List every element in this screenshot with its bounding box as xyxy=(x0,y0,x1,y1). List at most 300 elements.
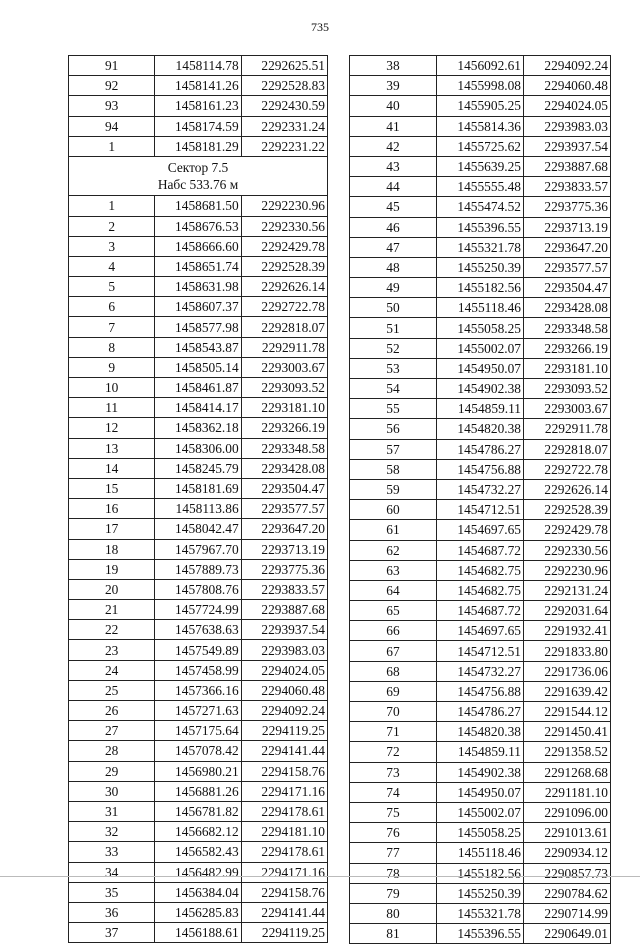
y-coordinate-cell: 2294024.05 xyxy=(241,660,327,680)
y-coordinate-cell: 2291096.00 xyxy=(524,802,611,822)
table-row xyxy=(350,459,611,479)
x-coordinate-cell: 1454697.65 xyxy=(437,621,524,641)
point-number-cell: 54 xyxy=(350,379,437,399)
x-coordinate-cell: 1455058.25 xyxy=(437,823,524,843)
table-row xyxy=(350,177,611,197)
table-row xyxy=(69,297,328,317)
x-coordinate-cell: 1458505.14 xyxy=(155,357,241,377)
y-coordinate-cell: 2293577.57 xyxy=(524,257,611,277)
y-coordinate-cell: 2293775.36 xyxy=(241,559,327,579)
x-coordinate-cell: 1457808.76 xyxy=(155,579,241,599)
table-row xyxy=(350,883,611,903)
y-coordinate-cell: 2292331.24 xyxy=(241,116,327,136)
x-coordinate-cell: 1458681.50 xyxy=(155,196,241,216)
point-number-cell: 63 xyxy=(350,560,437,580)
point-number-cell: 65 xyxy=(350,601,437,621)
table-row xyxy=(350,156,611,176)
point-number-cell: 80 xyxy=(350,903,437,923)
y-coordinate-cell: 2293003.67 xyxy=(241,357,327,377)
table-row xyxy=(69,620,328,640)
point-number-cell: 48 xyxy=(350,257,437,277)
point-number-cell: 62 xyxy=(350,540,437,560)
y-coordinate-cell: 2292818.07 xyxy=(524,439,611,459)
x-coordinate-cell: 1456881.26 xyxy=(155,781,241,801)
y-coordinate-cell: 2293713.19 xyxy=(241,539,327,559)
point-number-cell: 34 xyxy=(69,862,155,882)
x-coordinate-cell: 1454859.11 xyxy=(437,742,524,762)
x-coordinate-cell: 1456188.61 xyxy=(155,923,241,943)
x-coordinate-cell: 1455998.08 xyxy=(437,76,524,96)
point-number-cell: 45 xyxy=(350,197,437,217)
x-coordinate-cell: 1457724.99 xyxy=(155,600,241,620)
y-coordinate-cell: 2293504.47 xyxy=(524,278,611,298)
x-coordinate-cell: 1455321.78 xyxy=(437,903,524,923)
y-coordinate-cell: 2294178.61 xyxy=(241,842,327,862)
point-number-cell: 23 xyxy=(69,640,155,660)
point-number-cell: 71 xyxy=(350,722,437,742)
x-coordinate-cell: 1455182.56 xyxy=(437,278,524,298)
y-coordinate-cell: 2293003.67 xyxy=(524,399,611,419)
point-number-cell: 58 xyxy=(350,459,437,479)
point-number-cell: 7 xyxy=(69,317,155,337)
y-coordinate-cell: 2294171.16 xyxy=(241,781,327,801)
x-coordinate-cell: 1454902.38 xyxy=(437,379,524,399)
point-number-cell: 39 xyxy=(350,76,437,96)
point-number-cell: 3 xyxy=(69,236,155,256)
x-coordinate-cell: 1457458.99 xyxy=(155,660,241,680)
point-number-cell: 24 xyxy=(69,660,155,680)
x-coordinate-cell: 1456092.61 xyxy=(437,56,524,76)
table-row xyxy=(350,601,611,621)
x-coordinate-cell: 1456582.43 xyxy=(155,842,241,862)
y-coordinate-cell: 2292430.59 xyxy=(241,96,327,116)
y-coordinate-cell: 2292429.78 xyxy=(241,236,327,256)
table-row xyxy=(69,96,328,116)
x-coordinate-cell: 1456980.21 xyxy=(155,761,241,781)
point-number-cell: 46 xyxy=(350,217,437,237)
table-row xyxy=(69,398,328,418)
point-number-cell: 78 xyxy=(350,863,437,883)
y-coordinate-cell: 2293348.58 xyxy=(524,318,611,338)
x-coordinate-cell: 1457889.73 xyxy=(155,559,241,579)
x-coordinate-cell: 1458114.78 xyxy=(155,56,241,76)
table-row xyxy=(350,520,611,540)
x-coordinate-cell: 1454950.07 xyxy=(437,782,524,802)
table-row xyxy=(350,217,611,237)
point-number-cell: 12 xyxy=(69,418,155,438)
x-coordinate-cell: 1456482.99 xyxy=(155,862,241,882)
table-row xyxy=(350,843,611,863)
table-row xyxy=(350,197,611,217)
point-number-cell: 31 xyxy=(69,801,155,821)
x-coordinate-cell: 1454687.72 xyxy=(437,601,524,621)
point-number-cell: 61 xyxy=(350,520,437,540)
point-number-cell: 1 xyxy=(69,136,155,156)
y-coordinate-cell: 2293266.19 xyxy=(241,418,327,438)
section-subtitle: Набс 533.76 м xyxy=(157,177,239,193)
table-row xyxy=(350,722,611,742)
x-coordinate-cell: 1454786.27 xyxy=(437,702,524,722)
x-coordinate-cell: 1454712.51 xyxy=(437,500,524,520)
point-number-cell: 79 xyxy=(350,883,437,903)
table-row xyxy=(69,478,328,498)
x-coordinate-cell: 1457549.89 xyxy=(155,640,241,660)
x-coordinate-cell: 1458042.47 xyxy=(155,519,241,539)
table-row xyxy=(69,862,328,882)
x-coordinate-cell: 1458651.74 xyxy=(155,256,241,276)
x-coordinate-cell: 1458174.59 xyxy=(155,116,241,136)
x-coordinate-cell: 1455474.52 xyxy=(437,197,524,217)
x-coordinate-cell: 1454786.27 xyxy=(437,439,524,459)
table-row xyxy=(69,317,328,337)
table-row xyxy=(69,680,328,700)
point-number-cell: 76 xyxy=(350,823,437,843)
point-number-cell: 92 xyxy=(69,76,155,96)
table-row xyxy=(350,661,611,681)
y-coordinate-cell: 2292818.07 xyxy=(241,317,327,337)
x-coordinate-cell: 1458676.53 xyxy=(155,216,241,236)
point-number-cell: 32 xyxy=(69,822,155,842)
table-row xyxy=(69,56,328,76)
x-coordinate-cell: 1455118.46 xyxy=(437,843,524,863)
x-coordinate-cell: 1458245.79 xyxy=(155,458,241,478)
y-coordinate-cell: 2292528.39 xyxy=(241,256,327,276)
point-number-cell: 17 xyxy=(69,519,155,539)
x-coordinate-cell: 1454732.27 xyxy=(437,479,524,499)
x-coordinate-cell: 1457967.70 xyxy=(155,539,241,559)
point-number-cell: 20 xyxy=(69,579,155,599)
x-coordinate-cell: 1454820.38 xyxy=(437,722,524,742)
table-row xyxy=(69,499,328,519)
table-row xyxy=(350,924,611,944)
y-coordinate-cell: 2290784.62 xyxy=(524,883,611,903)
x-coordinate-cell: 1454682.75 xyxy=(437,560,524,580)
x-coordinate-cell: 1454902.38 xyxy=(437,762,524,782)
table-row xyxy=(69,519,328,539)
section-title: Сектор 7.5 xyxy=(167,160,229,176)
y-coordinate-cell: 2293428.08 xyxy=(241,458,327,478)
table-row xyxy=(69,337,328,357)
x-coordinate-cell: 1454950.07 xyxy=(437,358,524,378)
y-coordinate-cell: 2294092.24 xyxy=(524,56,611,76)
point-number-cell: 59 xyxy=(350,479,437,499)
x-coordinate-cell: 1458543.87 xyxy=(155,337,241,357)
table-row xyxy=(69,256,328,276)
point-number-cell: 56 xyxy=(350,419,437,439)
y-coordinate-cell: 2292626.14 xyxy=(241,277,327,297)
y-coordinate-cell: 2294092.24 xyxy=(241,701,327,721)
point-number-cell: 11 xyxy=(69,398,155,418)
x-coordinate-cell: 1456682.12 xyxy=(155,822,241,842)
y-coordinate-cell: 2291450.41 xyxy=(524,722,611,742)
table-row xyxy=(69,559,328,579)
point-number-cell: 49 xyxy=(350,278,437,298)
point-number-cell: 5 xyxy=(69,277,155,297)
table-row xyxy=(69,741,328,761)
y-coordinate-cell: 2292429.78 xyxy=(524,520,611,540)
table-row xyxy=(69,579,328,599)
point-number-cell: 14 xyxy=(69,458,155,478)
table-row xyxy=(350,580,611,600)
table-row xyxy=(350,56,611,76)
x-coordinate-cell: 1455905.25 xyxy=(437,96,524,116)
point-number-cell: 4 xyxy=(69,256,155,276)
table-row xyxy=(69,236,328,256)
point-number-cell: 15 xyxy=(69,478,155,498)
point-number-cell: 52 xyxy=(350,338,437,358)
y-coordinate-cell: 2292230.96 xyxy=(241,196,327,216)
x-coordinate-cell: 1454820.38 xyxy=(437,419,524,439)
table-row xyxy=(350,136,611,156)
table-row xyxy=(69,277,328,297)
x-coordinate-cell: 1458577.98 xyxy=(155,317,241,337)
x-coordinate-cell: 1457638.63 xyxy=(155,620,241,640)
table-row xyxy=(350,358,611,378)
point-number-cell: 70 xyxy=(350,702,437,722)
table-row xyxy=(350,863,611,883)
table-row xyxy=(69,196,328,216)
table-row xyxy=(350,742,611,762)
point-number-cell: 55 xyxy=(350,399,437,419)
y-coordinate-cell: 2292528.39 xyxy=(524,500,611,520)
y-coordinate-cell: 2293181.10 xyxy=(524,358,611,378)
table-row xyxy=(350,116,611,136)
table-row xyxy=(69,842,328,862)
x-coordinate-cell: 1455250.39 xyxy=(437,883,524,903)
x-coordinate-cell: 1458631.98 xyxy=(155,277,241,297)
point-number-cell: 6 xyxy=(69,297,155,317)
coordinates-table-right xyxy=(349,55,611,944)
point-number-cell: 16 xyxy=(69,499,155,519)
point-number-cell: 42 xyxy=(350,136,437,156)
y-coordinate-cell: 2293833.57 xyxy=(524,177,611,197)
table-row xyxy=(69,781,328,801)
y-coordinate-cell: 2290934.12 xyxy=(524,843,611,863)
y-coordinate-cell: 2290857.73 xyxy=(524,863,611,883)
table-row xyxy=(350,560,611,580)
point-number-cell: 44 xyxy=(350,177,437,197)
point-number-cell: 22 xyxy=(69,620,155,640)
table-row xyxy=(69,902,328,922)
table-row xyxy=(69,882,328,902)
table-row xyxy=(350,278,611,298)
point-number-cell: 19 xyxy=(69,559,155,579)
x-coordinate-cell: 1455814.36 xyxy=(437,116,524,136)
table-row xyxy=(350,439,611,459)
y-coordinate-cell: 2293983.03 xyxy=(241,640,327,660)
table-row xyxy=(69,539,328,559)
point-number-cell: 64 xyxy=(350,580,437,600)
table-row xyxy=(350,237,611,257)
point-number-cell: 50 xyxy=(350,298,437,318)
y-coordinate-cell: 2291639.42 xyxy=(524,681,611,701)
table-row xyxy=(350,419,611,439)
table-row xyxy=(350,318,611,338)
table-row xyxy=(350,621,611,641)
x-coordinate-cell: 1458113.86 xyxy=(155,499,241,519)
table-row xyxy=(69,458,328,478)
table-row xyxy=(69,136,328,156)
x-coordinate-cell: 1454859.11 xyxy=(437,399,524,419)
y-coordinate-cell: 2291833.80 xyxy=(524,641,611,661)
x-coordinate-cell: 1455639.25 xyxy=(437,156,524,176)
point-number-cell: 51 xyxy=(350,318,437,338)
table-row xyxy=(350,379,611,399)
y-coordinate-cell: 2293887.68 xyxy=(524,156,611,176)
table-row xyxy=(350,702,611,722)
y-coordinate-cell: 2293833.57 xyxy=(241,579,327,599)
x-coordinate-cell: 1454712.51 xyxy=(437,641,524,661)
x-coordinate-cell: 1456781.82 xyxy=(155,801,241,821)
y-coordinate-cell: 2294178.61 xyxy=(241,801,327,821)
x-coordinate-cell: 1458161.23 xyxy=(155,96,241,116)
point-number-cell: 29 xyxy=(69,761,155,781)
point-number-cell: 47 xyxy=(350,237,437,257)
y-coordinate-cell: 2293937.54 xyxy=(241,620,327,640)
y-coordinate-cell: 2293713.19 xyxy=(524,217,611,237)
point-number-cell: 35 xyxy=(69,882,155,902)
table-row xyxy=(350,76,611,96)
table-row xyxy=(69,438,328,458)
y-coordinate-cell: 2293428.08 xyxy=(524,298,611,318)
table-row xyxy=(350,641,611,661)
x-coordinate-cell: 1458181.69 xyxy=(155,478,241,498)
y-coordinate-cell: 2293983.03 xyxy=(524,116,611,136)
y-coordinate-cell: 2292911.78 xyxy=(524,419,611,439)
x-coordinate-cell: 1455396.55 xyxy=(437,217,524,237)
y-coordinate-cell: 2291013.61 xyxy=(524,823,611,843)
page-number: 735 xyxy=(311,20,329,34)
y-coordinate-cell: 2294141.44 xyxy=(241,741,327,761)
y-coordinate-cell: 2291544.12 xyxy=(524,702,611,722)
point-number-cell: 67 xyxy=(350,641,437,661)
y-coordinate-cell: 2292911.78 xyxy=(241,337,327,357)
point-number-cell: 10 xyxy=(69,378,155,398)
table-row xyxy=(69,761,328,781)
y-coordinate-cell: 2294060.48 xyxy=(524,76,611,96)
x-coordinate-cell: 1454682.75 xyxy=(437,580,524,600)
x-coordinate-cell: 1456384.04 xyxy=(155,882,241,902)
point-number-cell: 43 xyxy=(350,156,437,176)
table-row xyxy=(69,418,328,438)
table-row xyxy=(350,338,611,358)
x-coordinate-cell: 1455002.07 xyxy=(437,802,524,822)
x-coordinate-cell: 1458306.00 xyxy=(155,438,241,458)
point-number-cell: 33 xyxy=(69,842,155,862)
point-number-cell: 57 xyxy=(350,439,437,459)
y-coordinate-cell: 2294024.05 xyxy=(524,96,611,116)
x-coordinate-cell: 1457078.42 xyxy=(155,741,241,761)
y-coordinate-cell: 2293647.20 xyxy=(524,237,611,257)
section-header-cell xyxy=(69,156,328,195)
table-row xyxy=(350,762,611,782)
table-row xyxy=(350,540,611,560)
x-coordinate-cell: 1458362.18 xyxy=(155,418,241,438)
point-number-cell: 75 xyxy=(350,802,437,822)
x-coordinate-cell: 1455250.39 xyxy=(437,257,524,277)
x-coordinate-cell: 1455182.56 xyxy=(437,863,524,883)
point-number-cell: 93 xyxy=(69,96,155,116)
y-coordinate-cell: 2293647.20 xyxy=(241,519,327,539)
x-coordinate-cell: 1457271.63 xyxy=(155,701,241,721)
x-coordinate-cell: 1456285.83 xyxy=(155,902,241,922)
x-coordinate-cell: 1457366.16 xyxy=(155,680,241,700)
table-row xyxy=(69,640,328,660)
point-number-cell: 21 xyxy=(69,600,155,620)
table-row xyxy=(350,479,611,499)
point-number-cell: 2 xyxy=(69,216,155,236)
point-number-cell: 72 xyxy=(350,742,437,762)
coordinates-table-left xyxy=(68,55,328,943)
y-coordinate-cell: 2294158.76 xyxy=(241,882,327,902)
y-coordinate-cell: 2292131.24 xyxy=(524,580,611,600)
x-coordinate-cell: 1458607.37 xyxy=(155,297,241,317)
y-coordinate-cell: 2292230.96 xyxy=(524,560,611,580)
point-number-cell: 94 xyxy=(69,116,155,136)
y-coordinate-cell: 2291181.10 xyxy=(524,782,611,802)
x-coordinate-cell: 1454732.27 xyxy=(437,661,524,681)
y-coordinate-cell: 2292626.14 xyxy=(524,479,611,499)
point-number-cell: 30 xyxy=(69,781,155,801)
x-coordinate-cell: 1458414.17 xyxy=(155,398,241,418)
y-coordinate-cell: 2294119.25 xyxy=(241,721,327,741)
point-number-cell: 37 xyxy=(69,923,155,943)
x-coordinate-cell: 1458461.87 xyxy=(155,378,241,398)
table-row xyxy=(350,823,611,843)
y-coordinate-cell: 2293093.52 xyxy=(524,379,611,399)
x-coordinate-cell: 1458666.60 xyxy=(155,236,241,256)
table-row xyxy=(350,681,611,701)
y-coordinate-cell: 2293887.68 xyxy=(241,600,327,620)
table-row xyxy=(350,500,611,520)
point-number-cell: 91 xyxy=(69,56,155,76)
point-number-cell: 73 xyxy=(350,762,437,782)
table-row xyxy=(350,802,611,822)
x-coordinate-cell: 1458141.26 xyxy=(155,76,241,96)
x-coordinate-cell: 1458181.29 xyxy=(155,136,241,156)
y-coordinate-cell: 2292231.22 xyxy=(241,136,327,156)
y-coordinate-cell: 2294119.25 xyxy=(241,923,327,943)
x-coordinate-cell: 1455002.07 xyxy=(437,338,524,358)
table-row xyxy=(69,216,328,236)
x-coordinate-cell: 1457175.64 xyxy=(155,721,241,741)
y-coordinate-cell: 2292625.51 xyxy=(241,56,327,76)
table-row xyxy=(350,782,611,802)
point-number-cell: 69 xyxy=(350,681,437,701)
y-coordinate-cell: 2294141.44 xyxy=(241,902,327,922)
y-coordinate-cell: 2294158.76 xyxy=(241,761,327,781)
point-number-cell: 8 xyxy=(69,337,155,357)
point-number-cell: 40 xyxy=(350,96,437,116)
table-row xyxy=(69,116,328,136)
table-row xyxy=(69,822,328,842)
y-coordinate-cell: 2292722.78 xyxy=(241,297,327,317)
y-coordinate-cell: 2292330.56 xyxy=(524,540,611,560)
y-coordinate-cell: 2292330.56 xyxy=(241,216,327,236)
table-row xyxy=(69,701,328,721)
y-coordinate-cell: 2292722.78 xyxy=(524,459,611,479)
table-row xyxy=(69,357,328,377)
table-row xyxy=(69,76,328,96)
page-bottom-divider xyxy=(0,876,640,877)
y-coordinate-cell: 2293504.47 xyxy=(241,478,327,498)
point-number-cell: 41 xyxy=(350,116,437,136)
point-number-cell: 53 xyxy=(350,358,437,378)
table-row xyxy=(69,721,328,741)
table-row xyxy=(350,903,611,923)
x-coordinate-cell: 1455396.55 xyxy=(437,924,524,944)
point-number-cell: 13 xyxy=(69,438,155,458)
